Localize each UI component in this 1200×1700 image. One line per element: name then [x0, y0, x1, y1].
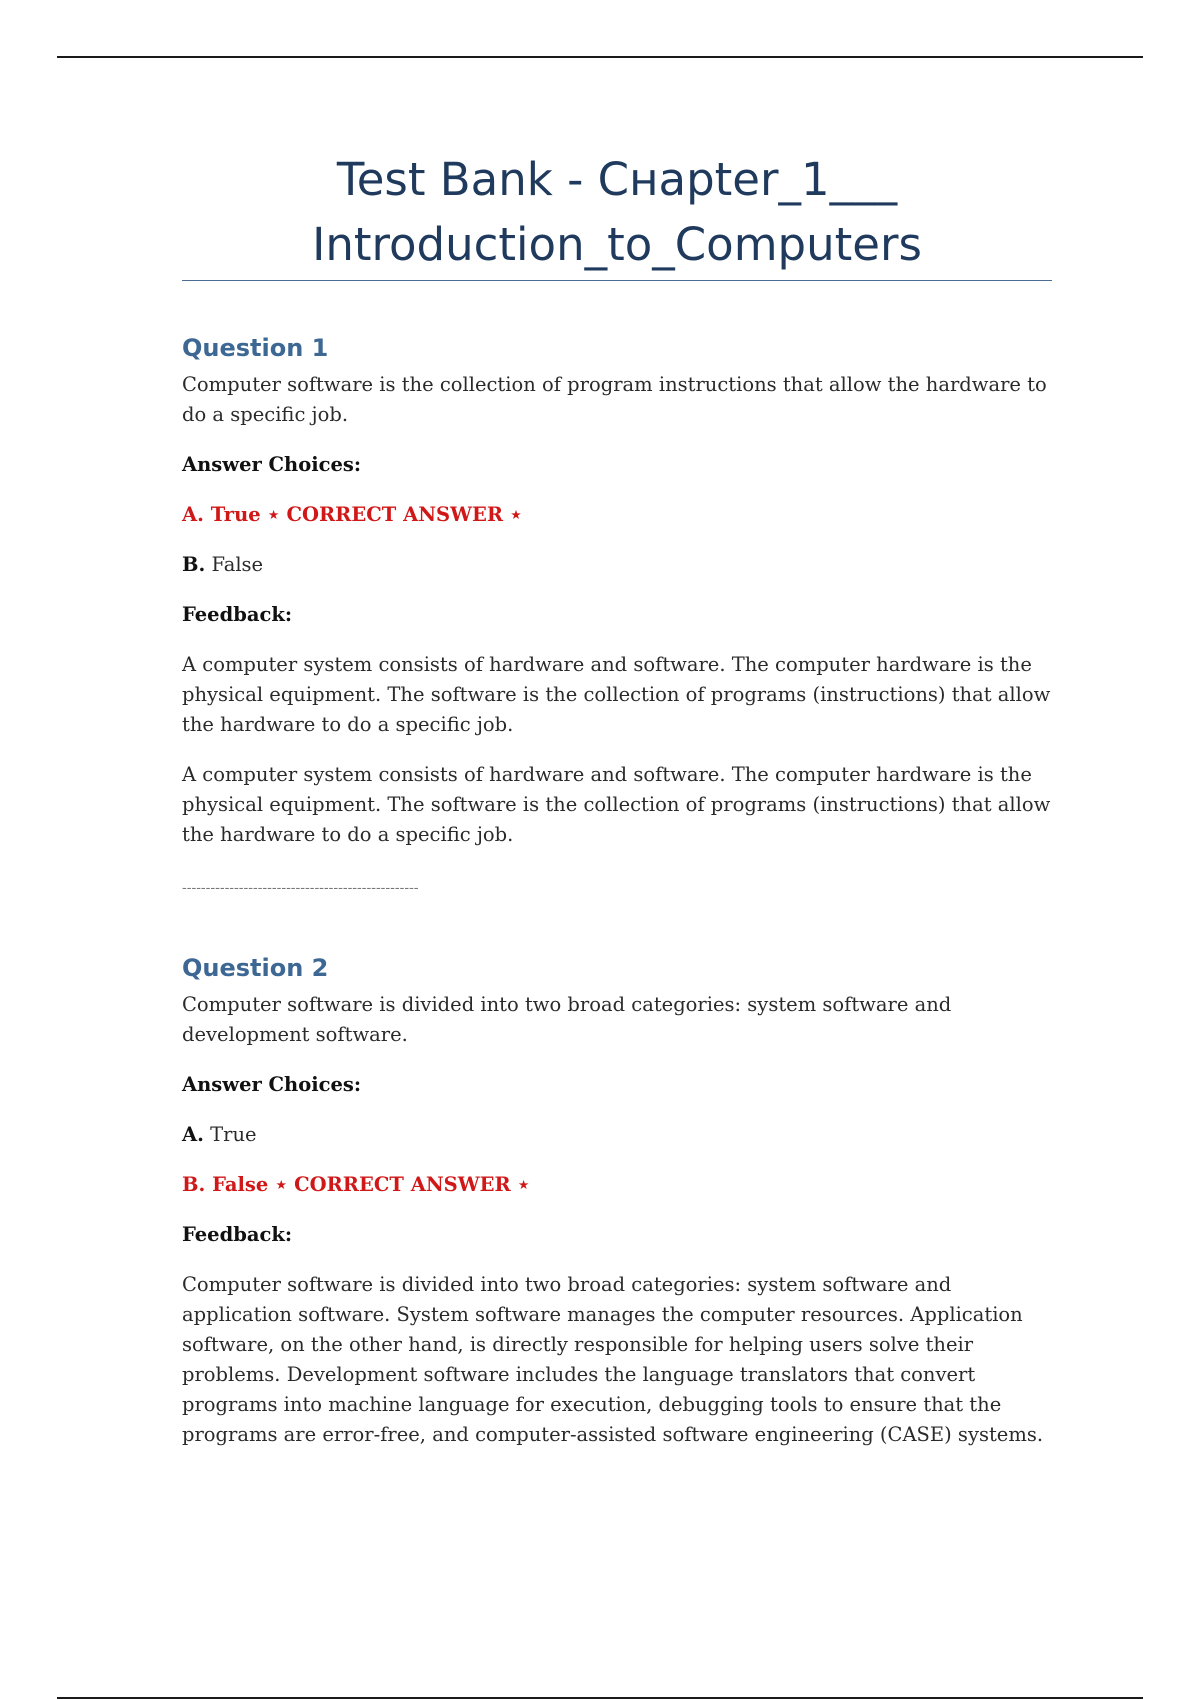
answer-choices-label: Answer Choices:	[182, 453, 362, 476]
choice-b	[182, 550, 1052, 580]
question-heading: Question 2	[182, 954, 329, 982]
choice-letter: A.	[182, 503, 204, 526]
correct-answer-marker: ⋆ CORRECT ANSWER ⋆	[275, 1173, 530, 1196]
choice-text: True	[210, 503, 261, 526]
question-text: Computer software is the collection of program instructions that allow the hardware to do a specific job.	[182, 373, 1047, 426]
choice-letter: A.	[182, 1123, 204, 1146]
question-separator: --------------------------------------------------	[182, 880, 419, 896]
feedback-paragraph: A computer system consists of hardware and software. The computer hardware is the physical equipment. The software is the collection of programs (instructions) that allow the hardware to do a specific job.	[182, 763, 1051, 846]
document-title	[182, 147, 1052, 277]
question-2	[182, 952, 1052, 1450]
feedback-label: Feedback:	[182, 603, 293, 626]
choice-a	[182, 1120, 1052, 1150]
feedback-paragraph: Computer software is divided into two broad categories: system software and application software. System software manages the computer resources. Application software, on the other hand, is directly responsible for helping users solve their problems. Development software includes the language translators that convert programs into machine language for execution, debugging tools to ensure that the programs are error-free, and computer-assisted software engineering (CASE) systems.	[182, 1273, 1044, 1446]
title-underline	[182, 280, 1052, 281]
choice-letter: B.	[182, 553, 206, 576]
question-text: Computer software is divided into two broad categories: system software and development software.	[182, 993, 952, 1046]
correct-answer-marker: ⋆ CORRECT ANSWER ⋆	[267, 503, 523, 526]
feedback-label: Feedback:	[182, 1223, 293, 1246]
page-bottom-rule	[57, 1697, 1143, 1699]
choice-text: True	[210, 1123, 257, 1146]
feedback-paragraph: A computer system consists of hardware and software. The computer hardware is the physical equipment. The software is the collection of programs (instructions) that allow the hardware to do a specific job.	[182, 653, 1051, 736]
choice-letter: B.	[182, 1173, 206, 1196]
title-line-2: Introduction_to_Computers	[312, 218, 922, 271]
choice-b-correct	[182, 1170, 1052, 1200]
feedback-body	[182, 1270, 1052, 1450]
question-heading: Question 1	[182, 334, 329, 362]
title-line-1: Test Bank - Cʜapter_1___	[336, 153, 898, 206]
answer-choices-label: Answer Choices:	[182, 1073, 362, 1096]
choice-text: False	[212, 1173, 269, 1196]
choice-a-correct	[182, 500, 1052, 530]
question-1	[182, 332, 1052, 898]
choice-text: False	[211, 553, 264, 576]
feedback-body	[182, 650, 1052, 850]
page-top-rule	[57, 56, 1143, 58]
